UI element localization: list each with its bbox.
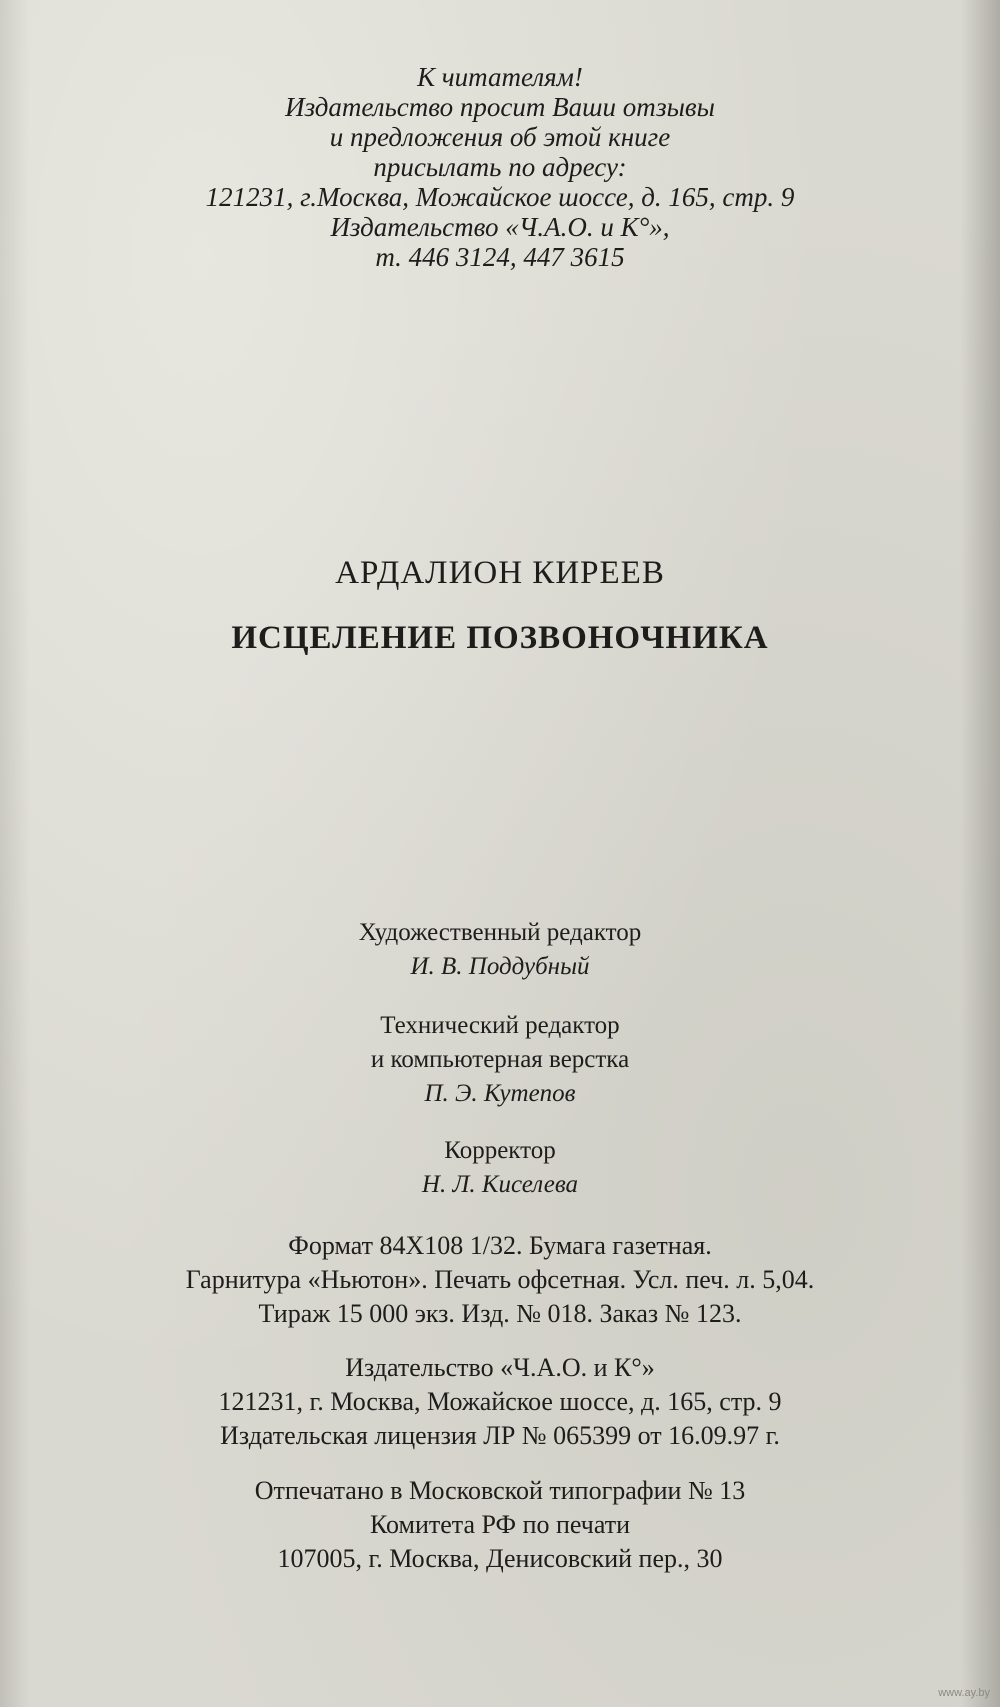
credit-name: И. В. Поддубный — [410, 953, 590, 980]
publisher-line: Издательская лицензия ЛР № 065399 от 16.09.97 г. — [220, 1421, 780, 1450]
printing-line: Комитета РФ по печати — [369, 1510, 631, 1539]
credit-role: Корректор — [444, 1137, 556, 1164]
reader-notice-line: К читателям! — [417, 62, 583, 92]
spec-line: Формат 84Х108 1/32. Бумага газетная. — [288, 1231, 712, 1260]
credit-role: Художественный редактор — [358, 919, 642, 946]
reader-notice — [0, 62, 1000, 272]
reader-notice-line: Издательство просит Ваши отзывы — [285, 92, 715, 122]
credit-name: Н. Л. Киселева — [421, 1171, 579, 1198]
spec-line: Тираж 15 000 экз. Изд. № 018. Заказ № 123. — [258, 1299, 742, 1328]
reader-notice-line: и предложения об этой книге — [329, 122, 671, 152]
reader-notice-line: 121231, г.Москва, Можайское шоссе, д. 165, стр. 9 — [205, 182, 795, 212]
reader-notice-line: Издательство «Ч.А.О. и К°», — [330, 212, 670, 242]
reader-notice-line: т. 446 3124, 447 3615 — [375, 242, 625, 272]
printing-line: Отпечатано в Московской типографии № 13 — [254, 1476, 746, 1505]
watermark: www.ay.by — [938, 1687, 990, 1699]
printing-info — [0, 1474, 1000, 1576]
publisher-line: 121231, г. Москва, Можайское шоссе, д. 165, стр. 9 — [218, 1387, 782, 1416]
publisher-info — [0, 1351, 1000, 1453]
author-name: АРДАЛИОН КИРЕЕВ — [335, 555, 665, 591]
book-title: ИСЦЕЛЕНИЕ ПОЗВОНОЧНИКА — [231, 620, 769, 656]
credit-proofreader — [0, 1134, 1000, 1202]
reader-notice-line: присылать по адресу: — [373, 152, 627, 182]
publisher-line: Издательство «Ч.А.О. и К°» — [345, 1353, 655, 1382]
credit-role: Технический редактор — [380, 1012, 620, 1039]
spec-line: Гарнитура «Ньютон». Печать офсетная. Усл. печ. л. 5,04. — [185, 1265, 815, 1294]
credit-role: и компьютерная верстка — [370, 1046, 630, 1073]
credit-tech-editor — [0, 1009, 1000, 1111]
print-specs — [0, 1229, 1000, 1331]
credit-name: П. Э. Кутепов — [424, 1080, 576, 1107]
credit-art-editor — [0, 916, 1000, 984]
printing-line: 107005, г. Москва, Денисовский пер., 30 — [277, 1544, 723, 1573]
